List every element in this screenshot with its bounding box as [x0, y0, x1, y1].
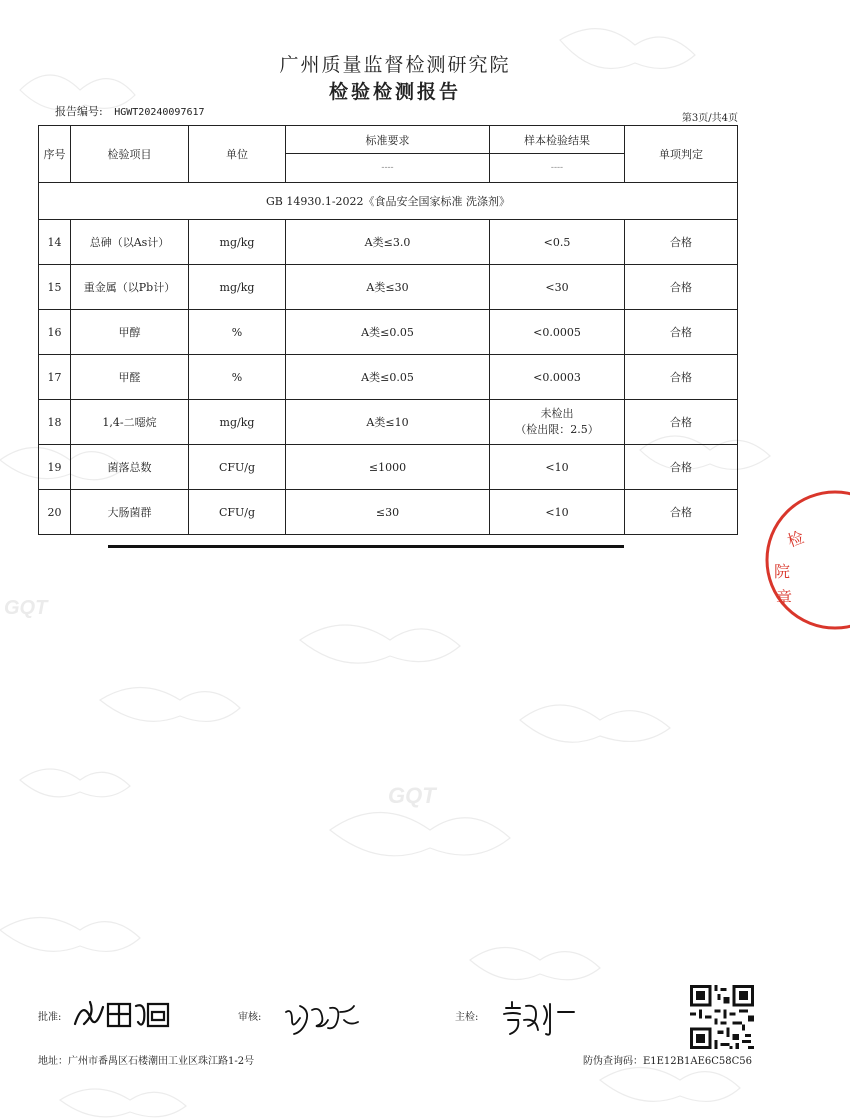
table-row: [39, 490, 738, 535]
cell-item: 甲醇: [71, 310, 189, 355]
cell-judgement: 合格: [625, 490, 738, 535]
cell-judgement: 合格: [625, 220, 738, 265]
cell-standard: ≤1000: [286, 445, 490, 490]
cell-seq: 16: [39, 310, 71, 355]
cell-unit: mg/kg: [189, 265, 286, 310]
cell-unit: %: [189, 355, 286, 400]
cell-unit: %: [189, 310, 286, 355]
cell-judgement: 合格: [625, 265, 738, 310]
table-row: [39, 310, 738, 355]
header-result: 样本检验结果: [490, 126, 625, 154]
cell-item: 重金属（以Pb计）: [71, 265, 189, 310]
cell-standard: A类≤10: [286, 400, 490, 445]
cell-item: 甲醛: [71, 355, 189, 400]
cell-seq: 18: [39, 400, 71, 445]
cell-seq: 15: [39, 265, 71, 310]
cell-unit: mg/kg: [189, 220, 286, 265]
cell-standard: ≤30: [286, 490, 490, 535]
header-result-sub: ----: [490, 154, 625, 183]
gqt-watermark-left: GQT: [4, 597, 48, 619]
svg-text:章: 章: [776, 588, 793, 607]
inspector-label: 主检:: [455, 1012, 479, 1023]
table-row: [39, 265, 738, 310]
cell-result: <0.0005: [490, 310, 625, 355]
reviewer-signature-icon: [282, 1000, 362, 1038]
header-item: 检验项目: [71, 126, 189, 183]
cell-result-line2: （检出限：2.5）: [515, 423, 599, 436]
table-row: [39, 400, 738, 445]
cell-seq: 14: [39, 220, 71, 265]
table-row: [39, 220, 738, 265]
report-number-block: [55, 103, 205, 119]
cell-judgement: 合格: [625, 355, 738, 400]
cell-item: 1,4-二噁烷: [71, 400, 189, 445]
cell-result: <10: [490, 445, 625, 490]
cell-unit: mg/kg: [189, 400, 286, 445]
table-row: [39, 355, 738, 400]
cell-standard: A类≤30: [286, 265, 490, 310]
table-row: [39, 445, 738, 490]
anti-counterfeit-code: 防伪查询码：E1E12B1AE6C58C56: [582, 1056, 752, 1067]
cell-standard: A类≤0.05: [286, 310, 490, 355]
report-number-value: HGWT20240097617: [114, 107, 205, 118]
cell-item: 大肠菌群: [71, 490, 189, 535]
cell-item: 总砷（以As计）: [71, 220, 189, 265]
official-seal-icon: [760, 485, 850, 635]
report-number-label: 报告编号:: [55, 105, 103, 118]
cell-result: <0.5: [490, 220, 625, 265]
inspection-table: [38, 125, 738, 535]
approve-label: 批准:: [38, 1012, 62, 1023]
cell-judgement: 合格: [625, 310, 738, 355]
cell-item: 菌落总数: [71, 445, 189, 490]
standard-name-row: GB 14930.1-2022《食品安全国家标准 洗涤剂》: [39, 183, 738, 220]
page-indicator: 第3页/共4页: [681, 113, 738, 124]
header-judgement: 单项判定: [625, 126, 738, 183]
cell-result: [490, 400, 625, 445]
cell-result: <10: [490, 490, 625, 535]
cell-seq: 20: [39, 490, 71, 535]
report-title: 检验检测报告: [328, 81, 461, 103]
cell-result: <0.0003: [490, 355, 625, 400]
inspector-signature-icon: [500, 998, 580, 1038]
review-label: 审核:: [238, 1012, 262, 1023]
cell-result-line1: 未检出: [540, 407, 574, 420]
svg-text:检: 检: [784, 527, 807, 551]
header-seq: 序号: [39, 126, 71, 183]
cell-standard: A类≤0.05: [286, 355, 490, 400]
header-unit: 单位: [189, 126, 286, 183]
cell-result: <30: [490, 265, 625, 310]
header-standard-sub: ----: [286, 154, 490, 183]
end-of-table-rule: [108, 545, 624, 548]
cell-unit: CFU/g: [189, 490, 286, 535]
header-standard: 标准要求: [286, 126, 490, 154]
gqt-watermark-center: GQT: [388, 783, 436, 808]
qr-code-icon: [690, 985, 754, 1049]
cell-seq: 17: [39, 355, 71, 400]
approver-signature-icon: [70, 994, 180, 1034]
institute-name: 广州质量监督检测研究院: [279, 54, 511, 76]
cell-judgement: 合格: [625, 445, 738, 490]
cell-seq: 19: [39, 445, 71, 490]
svg-text:院: 院: [774, 562, 791, 581]
lab-address: 地址：广州市番禺区石楼潮田工业区珠江路1-2号: [38, 1056, 255, 1067]
cell-standard: A类≤3.0: [286, 220, 490, 265]
cell-judgement: 合格: [625, 400, 738, 445]
cell-unit: CFU/g: [189, 445, 286, 490]
